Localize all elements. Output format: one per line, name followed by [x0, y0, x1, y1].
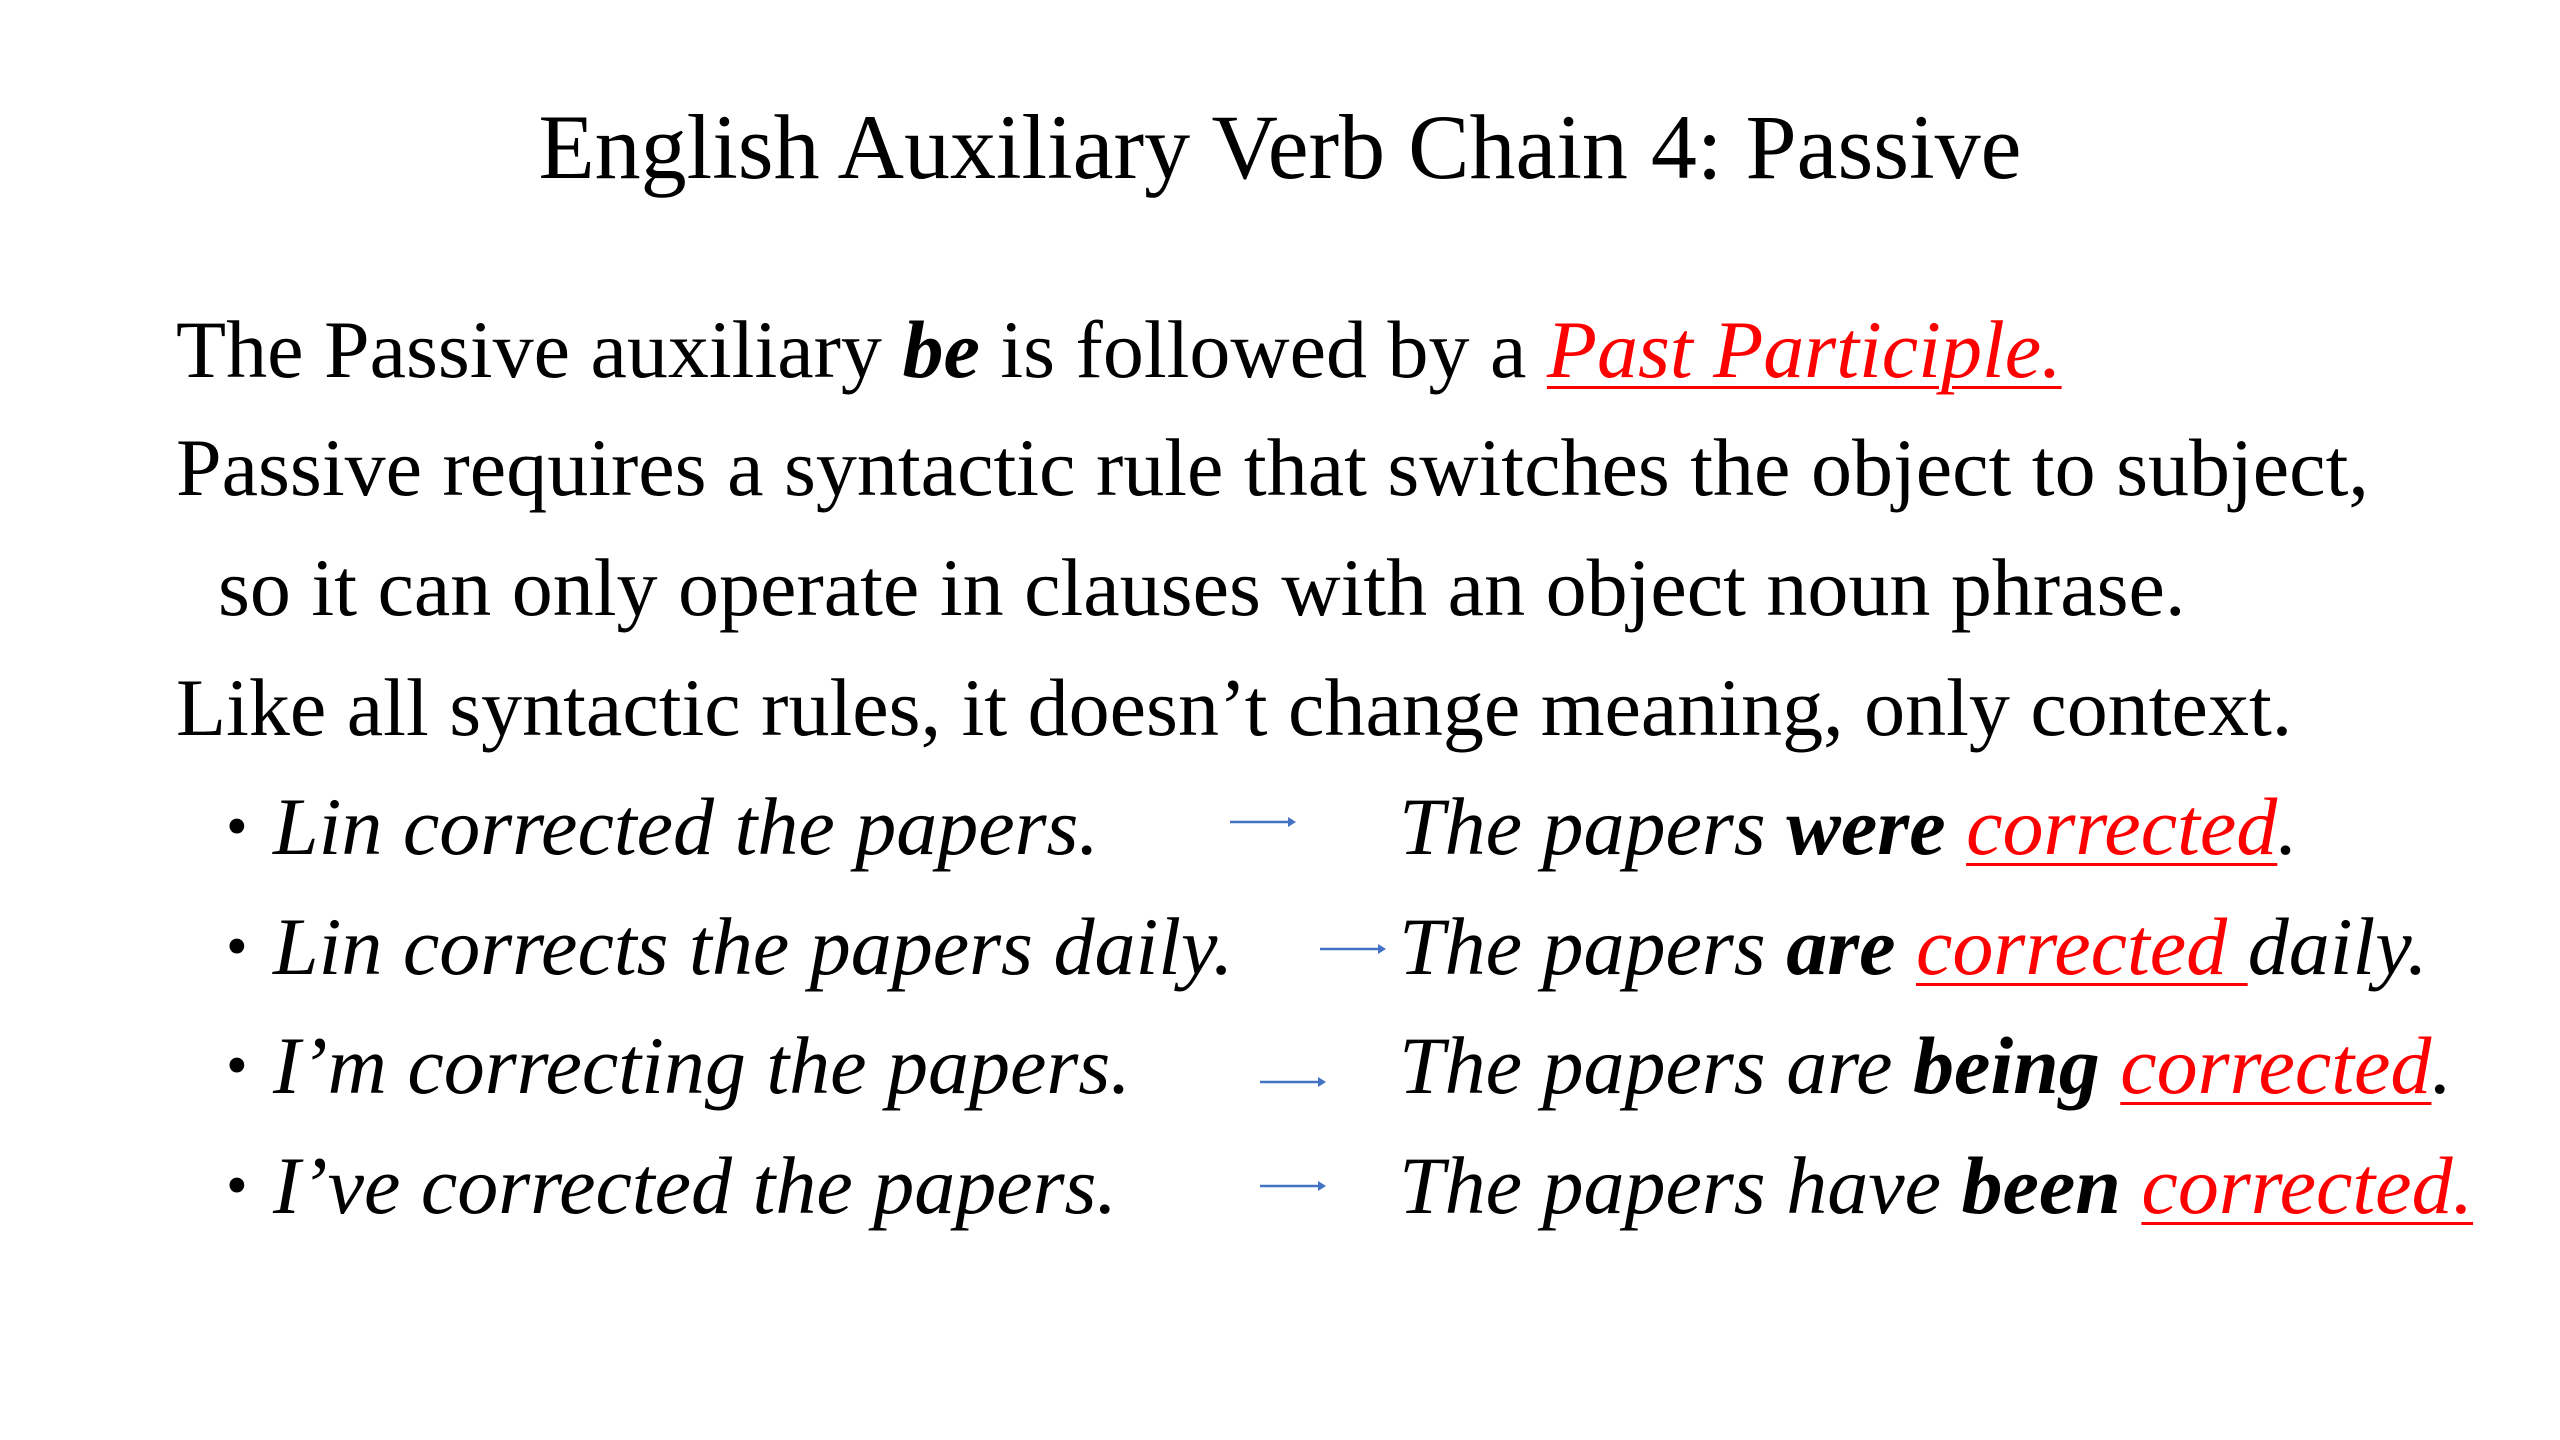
passive-auxiliary: are: [1786, 901, 1896, 992]
bullet: •: [226, 793, 248, 861]
keyword-past-participle: Past Participle.: [1546, 304, 2062, 395]
passive-subject: The papers are: [1399, 1020, 1913, 1111]
passive-sentence: [1399, 1016, 2452, 1116]
past-participle: corrected: [1916, 901, 2248, 992]
intro-line-2: Passive requires a syntactic rule that switches the object to subject,: [176, 422, 2369, 513]
intro-line-1-mid: is followed by a: [979, 304, 1547, 395]
passive-gap: [2100, 1020, 2121, 1111]
passive-gap: [2121, 1140, 2142, 1231]
right-arrow-icon: [1258, 1016, 1328, 1116]
passive-sentence: [1399, 1136, 2473, 1236]
passive-tail: daily.: [2247, 901, 2428, 992]
example-row: [0, 1016, 2560, 1116]
passive-subject: The papers: [1399, 901, 1787, 992]
bullet: •: [226, 1152, 248, 1220]
passive-tail: .: [2277, 781, 2298, 872]
intro-line-4: Like all syntactic rules, it doesn’t change meaning, only context.: [176, 662, 2293, 753]
passive-sentence: [1399, 897, 2428, 997]
bullet: •: [226, 1032, 248, 1100]
example-row: [0, 897, 2560, 997]
right-arrow-icon: [1228, 777, 1298, 877]
passive-gap: [1896, 901, 1917, 992]
example-row: [0, 1136, 2560, 1236]
passive-subject: The papers have: [1399, 1140, 1962, 1231]
active-sentence: Lin corrected the papers.: [273, 781, 1099, 872]
past-participle: corrected: [2120, 1020, 2432, 1111]
passive-auxiliary: were: [1786, 781, 1946, 872]
passive-subject: The papers: [1399, 781, 1787, 872]
past-participle: corrected.: [2141, 1140, 2474, 1231]
active-sentence: I’ve corrected the papers.: [273, 1140, 1117, 1231]
passive-sentence: [1399, 777, 2298, 877]
passive-gap: [1946, 781, 1967, 872]
example-row: [0, 777, 2560, 877]
passive-auxiliary: been: [1961, 1140, 2121, 1231]
keyword-be: be: [902, 304, 980, 395]
past-participle: corrected: [1966, 781, 2278, 872]
passive-auxiliary: being: [1912, 1020, 2100, 1111]
right-arrow-icon: [1318, 897, 1388, 997]
passive-tail: .: [2431, 1020, 2452, 1111]
right-arrow-icon: [1258, 1136, 1328, 1236]
active-sentence: Lin corrects the papers daily.: [273, 901, 1234, 992]
intro-line-1-text: The Passive auxiliary: [176, 304, 903, 395]
bullet: •: [226, 913, 248, 981]
slide-title: English Auxiliary Verb Chain 4: Passive: [538, 96, 2022, 198]
intro-line-3: so it can only operate in clauses with an object noun phrase.: [218, 542, 2186, 633]
active-sentence: I’m correcting the papers.: [273, 1020, 1131, 1111]
intro-line-1: [176, 300, 2062, 400]
